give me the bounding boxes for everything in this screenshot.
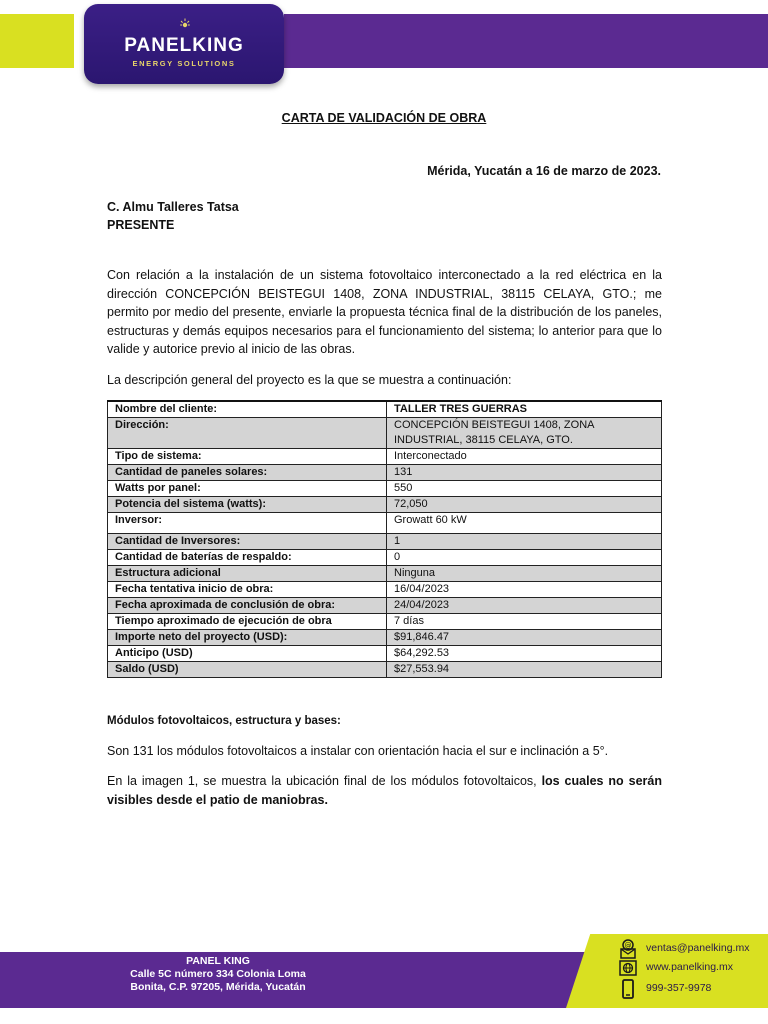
- row-value: 0: [387, 550, 662, 566]
- row-label: Potencia del sistema (watts):: [108, 497, 387, 513]
- table-row: [108, 582, 662, 598]
- location-text: En la imagen 1, se muestra la ubicación final de los módulos fotovoltaicos,: [107, 774, 542, 788]
- row-label: Saldo (USD): [108, 662, 387, 678]
- table-row: [108, 401, 662, 418]
- row-label: Cantidad de paneles solares:: [108, 465, 387, 481]
- recipient-name: C. Almu Talleres Tatsa: [107, 200, 239, 214]
- table-row: [108, 534, 662, 550]
- recipient-block: [107, 198, 239, 234]
- row-value: $64,292.53: [387, 646, 662, 662]
- row-value: $91,846.47: [387, 630, 662, 646]
- email-text[interactable]: ventas@panelking.mx: [646, 942, 750, 954]
- modules-paragraph: Son 131 los módulos fotovoltaicos a instalar con orientación hacia el sur e inclinación a 5°.: [107, 744, 609, 758]
- row-value: 72,050: [387, 497, 662, 513]
- footer-address-line2: Bonita, C.P. 97205, Mérida, Yucatán: [130, 981, 306, 993]
- row-label: Anticipo (USD): [108, 646, 387, 662]
- table-row: [108, 497, 662, 513]
- table-row: [108, 598, 662, 614]
- intro-paragraph: Con relación a la instalación de un sistema fotovoltaico interconectado a la red eléctrica en la dirección CONCEPCIÓN BEISTEGUI 1408, ZONA INDUSTRIAL, 38115 CELAYA, GTO.; me permito por medio del presente, enviarle la propuesta técnica final de la distribución de los paneles, estructuras y demás equipos necesarios para el funcionamiento del sistema; lo anterior para que lo valide y autorice previo al inicio de las obras.: [107, 268, 662, 356]
- table-row: [108, 550, 662, 566]
- company-logo: [84, 4, 284, 84]
- table-row: [108, 614, 662, 630]
- row-value: 24/04/2023: [387, 598, 662, 614]
- website-text[interactable]: www.panelking.mx: [646, 961, 733, 973]
- row-value: 16/04/2023: [387, 582, 662, 598]
- mail-icon: [618, 939, 638, 959]
- table-row: [108, 449, 662, 465]
- phone-text[interactable]: 999-357-9978: [646, 982, 712, 994]
- table-row: [108, 566, 662, 582]
- row-label: Cantidad de baterías de respaldo:: [108, 550, 387, 566]
- row-label: Tipo de sistema:: [108, 449, 387, 465]
- phone-icon: [618, 979, 638, 999]
- table-row: [108, 662, 662, 678]
- row-value: Interconectado: [387, 449, 662, 465]
- row-label: Tiempo aproximado de ejecución de obra: [108, 614, 387, 630]
- row-value: 7 días: [387, 614, 662, 630]
- footer-address-line1: Calle 5C número 334 Colonia Loma: [130, 968, 306, 980]
- row-label: Estructura adicional: [108, 566, 387, 582]
- row-value: CONCEPCIÓN BEISTEGUI 1408, ZONA INDUSTRIAL, 38115 CELAYA, GTO.: [387, 418, 662, 449]
- table-row: [108, 630, 662, 646]
- table-row: [108, 418, 662, 449]
- row-value: $27,553.94: [387, 662, 662, 678]
- row-label: Watts por panel:: [108, 481, 387, 497]
- row-value: 131: [387, 465, 662, 481]
- table-row: [108, 513, 662, 534]
- row-label: Dirección:: [108, 418, 387, 449]
- logo-tagline: ENERGY SOLUTIONS: [132, 59, 236, 68]
- row-label: Importe neto del proyecto (USD):: [108, 630, 387, 646]
- sun-icon: [180, 18, 190, 30]
- row-value: TALLER TRES GUERRAS: [387, 401, 662, 418]
- letter-date: Mérida, Yucatán a 16 de marzo de 2023.: [427, 164, 661, 178]
- footer-company: PANEL KING: [186, 955, 250, 967]
- document-title: CARTA DE VALIDACIÓN DE OBRA: [281, 111, 487, 125]
- project-summary-table: [107, 400, 662, 678]
- location-paragraph: [107, 772, 662, 809]
- table-row: [108, 646, 662, 662]
- svg-text:@: @: [624, 941, 632, 950]
- row-label: Nombre del cliente:: [108, 401, 387, 418]
- row-value: Growatt 60 kW: [387, 513, 662, 534]
- row-value: 550: [387, 481, 662, 497]
- row-label: Fecha aproximada de conclusión de obra:: [108, 598, 387, 614]
- logo-wordmark: PANELKING: [124, 35, 244, 56]
- header-purple-band: [284, 14, 768, 68]
- section-heading: Módulos fotovoltaicos, estructura y bases:: [107, 715, 341, 727]
- row-value: 1: [387, 534, 662, 550]
- row-label: Fecha tentativa inicio de obra:: [108, 582, 387, 598]
- header-yellow-band: [0, 14, 74, 68]
- recipient-label: PRESENTE: [107, 218, 175, 232]
- table-row: [108, 481, 662, 497]
- location-emphasis: los cuales no serán visibles desde el patio de maniobras.: [107, 774, 662, 807]
- description-intro: La descripción general del proyecto es la que se muestra a continuación:: [107, 373, 512, 387]
- globe-icon: [618, 958, 638, 978]
- row-label: Inversor:: [108, 513, 387, 534]
- footer-address: [100, 955, 336, 994]
- row-value: Ninguna: [387, 566, 662, 582]
- row-label: Cantidad de Inversores:: [108, 534, 387, 550]
- table-row: [108, 465, 662, 481]
